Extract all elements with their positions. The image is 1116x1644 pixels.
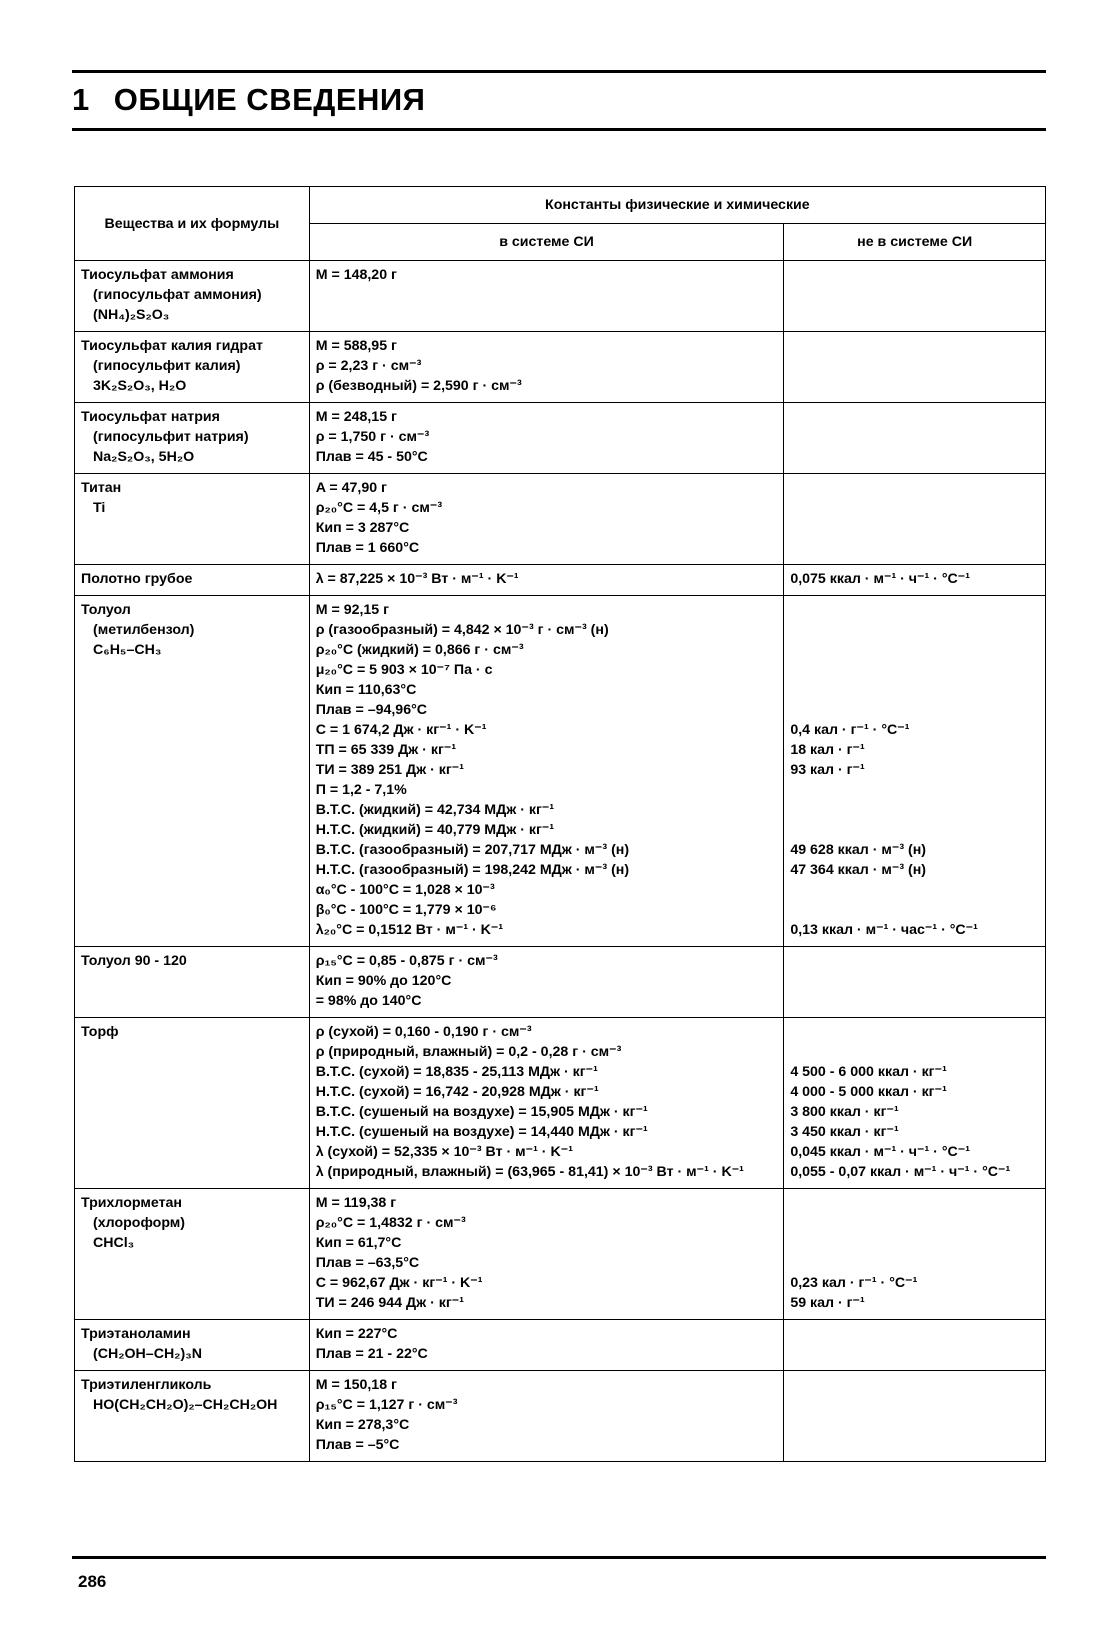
si-value: λ (природный, влажный) = (63,965 - 81,41) × 10⁻³ Вт · м⁻¹ · K⁻¹ <box>315 1164 744 1180</box>
non-si-value: 3 450 ккал · кг⁻¹ <box>790 1124 899 1140</box>
table-row <box>75 474 1046 565</box>
non-si-value: 59 кал · г⁻¹ <box>790 1295 865 1311</box>
substance-detail: (гипосульфат аммония) <box>93 287 262 303</box>
substance-cell <box>75 1320 310 1371</box>
table-row <box>75 403 1046 474</box>
spacer <box>790 680 1039 700</box>
si-value: λ₂₀°C = 0,1512 Вт · м⁻¹ · K⁻¹ <box>315 922 504 938</box>
spacer <box>790 1022 1039 1042</box>
chapter-title: ОБЩИЕ СВЕДЕНИЯ <box>113 82 426 117</box>
si-cell <box>309 596 784 947</box>
si-cell <box>309 474 784 565</box>
spacer <box>790 1253 1039 1273</box>
non-si-cell <box>784 565 1046 596</box>
si-value: A = 47,90 г <box>315 480 387 496</box>
table-row <box>75 261 1046 332</box>
constants-table <box>74 186 1046 1462</box>
si-value: Плав = 1 660°C <box>315 540 420 556</box>
substance-detail: 3K₂S₂O₃, H₂O <box>93 378 187 394</box>
non-si-value: 49 628 ккал · м⁻³ (н) <box>790 842 927 858</box>
spacer <box>790 900 1039 920</box>
si-value: μ₂₀°C = 5 903 × 10⁻⁷ Па · с <box>315 662 493 678</box>
substance-name: Торф <box>81 1024 119 1040</box>
spacer <box>790 820 1039 840</box>
si-value: Кип = 227°C <box>315 1326 398 1342</box>
si-value: Плав = –63,5°C <box>315 1255 420 1271</box>
si-value: Кип = 110,63°C <box>315 682 417 698</box>
si-value: M = 119,38 г <box>315 1195 397 1211</box>
substance-name: Трихлорметан <box>81 1195 182 1211</box>
substance-detail: (гипосульфит калия) <box>93 358 241 374</box>
substance-detail: HO(CH₂CH₂O)₂–CH₂CH₂OH <box>93 1397 278 1413</box>
non-si-value: 18 кал · г⁻¹ <box>790 742 865 758</box>
si-value: ρ₁₅°C = 1,127 г · см⁻³ <box>315 1397 458 1413</box>
si-value: ρ₂₀°C (жидкий) = 0,866 г · см⁻³ <box>315 642 524 658</box>
header-si: в системе СИ <box>309 224 784 261</box>
substance-detail: Na₂S₂O₃, 5H₂O <box>93 449 195 465</box>
si-value: ρ = 2,23 г · см⁻³ <box>315 358 422 374</box>
header-non-si: не в системе СИ <box>784 224 1046 261</box>
non-si-value: 0,23 кал · г⁻¹ · °C⁻¹ <box>790 1275 918 1291</box>
spacer <box>790 1042 1039 1062</box>
si-cell <box>309 261 784 332</box>
substance-cell <box>75 565 310 596</box>
non-si-cell <box>784 1320 1046 1371</box>
spacer <box>790 1213 1039 1233</box>
substance-detail: (хлороформ) <box>93 1215 186 1231</box>
si-cell <box>309 565 784 596</box>
si-value: ρ₂₀°C = 4,5 г · см⁻³ <box>315 500 443 516</box>
non-si-cell <box>784 474 1046 565</box>
substance-name: Толуол <box>81 602 131 618</box>
non-si-value: 0,13 ккал · м⁻¹ · час⁻¹ · °C⁻¹ <box>790 922 978 938</box>
si-value: ρ₁₅°C = 0,85 - 0,875 г · см⁻³ <box>315 953 498 969</box>
non-si-cell <box>784 1189 1046 1320</box>
header-constants: Константы физические и химические <box>309 187 1045 224</box>
si-value: Н.Т.С. (сушеный на воздухе) = 14,440 МДж · кг⁻¹ <box>315 1124 648 1140</box>
non-si-value: 93 кал · г⁻¹ <box>790 762 865 778</box>
substance-detail: C₆H₅–CH₃ <box>93 642 162 658</box>
substance-cell <box>75 261 310 332</box>
table-row <box>75 332 1046 403</box>
si-value: ρ (природный, влажный) = 0,2 - 0,28 г · см⁻³ <box>315 1044 622 1060</box>
si-value: П = 1,2 - 7,1% <box>315 782 407 798</box>
substance-cell <box>75 403 310 474</box>
substance-cell <box>75 1189 310 1320</box>
si-value: Плав = –5°C <box>315 1437 400 1453</box>
chapter-number: 1 <box>72 82 90 117</box>
substance-name: Тиосульфат калия гидрат <box>81 338 263 354</box>
si-value: M = 150,18 г <box>315 1377 397 1393</box>
si-cell <box>309 403 784 474</box>
si-value: ρ₂₀°C = 1,4832 г · см⁻³ <box>315 1215 466 1231</box>
non-si-cell <box>784 947 1046 1018</box>
si-value: Н.Т.С. (газообразный) = 198,242 МДж · м⁻³ (н) <box>315 862 630 878</box>
table-body <box>75 261 1046 1462</box>
si-cell <box>309 1320 784 1371</box>
si-value: В.Т.С. (сушеный на воздухе) = 15,905 МДж · кг⁻¹ <box>315 1104 648 1120</box>
non-si-cell <box>784 403 1046 474</box>
non-si-cell <box>784 261 1046 332</box>
non-si-cell <box>784 332 1046 403</box>
spacer <box>790 700 1039 720</box>
page-title <box>72 82 425 118</box>
si-value: Плав = 21 - 22°C <box>315 1346 428 1362</box>
non-si-value: 0,075 ккал · м⁻¹ · ч⁻¹ · °C⁻¹ <box>790 571 970 587</box>
spacer <box>790 1233 1039 1253</box>
si-value: Н.Т.С. (жидкий) = 40,779 МДж · кг⁻¹ <box>315 822 555 838</box>
si-value: C = 962,67 Дж · кг⁻¹ · K⁻¹ <box>315 1275 483 1291</box>
table-row <box>75 1371 1046 1462</box>
page-number: 286 <box>78 1572 107 1591</box>
si-value: M = 92,15 г <box>315 602 390 618</box>
non-si-cell <box>784 1371 1046 1462</box>
spacer <box>790 800 1039 820</box>
si-value: ρ (сухой) = 0,160 - 0,190 г · см⁻³ <box>315 1024 532 1040</box>
table-row <box>75 947 1046 1018</box>
table-row <box>75 1018 1046 1189</box>
header-bottom-rule <box>72 128 1046 131</box>
spacer <box>790 640 1039 660</box>
substance-name: Тиосульфат аммония <box>81 267 234 283</box>
si-cell <box>309 947 784 1018</box>
substance-name: Титан <box>81 480 122 496</box>
spacer <box>790 1193 1039 1213</box>
si-value: ТИ = 389 251 Дж · кг⁻¹ <box>315 762 464 778</box>
non-si-value: 4 000 - 5 000 ккал · кг⁻¹ <box>790 1084 947 1100</box>
non-si-value: 0,4 кал · г⁻¹ · °C⁻¹ <box>790 722 910 738</box>
substance-name: Толуол 90 - 120 <box>81 953 187 969</box>
si-value: Кип = 278,3°C <box>315 1417 410 1433</box>
header-top-rule <box>72 70 1046 73</box>
substance-cell <box>75 1018 310 1189</box>
si-value: M = 248,15 г <box>315 409 397 425</box>
substance-detail: (CH₂OH–CH₂)₃N <box>93 1346 203 1362</box>
spacer <box>790 880 1039 900</box>
si-value: λ = 87,225 × 10⁻³ Вт · м⁻¹ · K⁻¹ <box>315 571 519 587</box>
si-value: ρ (безводный) = 2,590 г · см⁻³ <box>315 378 522 394</box>
spacer <box>790 780 1039 800</box>
substance-detail: (NH₄)₂S₂O₃ <box>93 307 170 323</box>
si-value: В.Т.С. (газообразный) = 207,717 МДж · м⁻³ (н) <box>315 842 630 858</box>
spacer <box>790 660 1039 680</box>
substance-detail: CHCl₃ <box>93 1235 135 1251</box>
substance-detail: Ti <box>93 500 106 516</box>
non-si-value: 0,045 ккал · м⁻¹ · ч⁻¹ · °C⁻¹ <box>790 1144 970 1160</box>
non-si-value: 3 800 ккал · кг⁻¹ <box>790 1104 899 1120</box>
si-value: C = 1 674,2 Дж · кг⁻¹ · K⁻¹ <box>315 722 487 738</box>
non-si-value: 4 500 - 6 000 ккал · кг⁻¹ <box>790 1064 947 1080</box>
substance-name: Тиосульфат натрия <box>81 409 220 425</box>
substance-detail: (гипосульфит натрия) <box>93 429 249 445</box>
substance-cell <box>75 596 310 947</box>
spacer <box>790 600 1039 620</box>
substance-cell <box>75 947 310 1018</box>
si-cell <box>309 1018 784 1189</box>
substance-name: Триэтиленгликоль <box>81 1377 212 1393</box>
substance-name: Триэтаноламин <box>81 1326 191 1342</box>
si-value: λ (сухой) = 52,335 × 10⁻³ Вт · м⁻¹ · K⁻¹ <box>315 1144 573 1160</box>
substance-cell <box>75 474 310 565</box>
substance-detail: (метилбензол) <box>93 622 195 638</box>
table-row <box>75 1320 1046 1371</box>
si-value: В.Т.С. (сухой) = 18,835 - 25,113 МДж · кг⁻¹ <box>315 1064 598 1080</box>
header-substances: Вещества и их формулы <box>75 187 310 261</box>
si-value: Кип = 3 287°C <box>315 520 410 536</box>
si-value: ТП = 65 339 Дж · кг⁻¹ <box>315 742 457 758</box>
si-value: Плав = –94,96°C <box>315 702 428 718</box>
si-cell <box>309 1371 784 1462</box>
si-cell <box>309 1189 784 1320</box>
si-value: M = 148,20 г <box>315 267 397 283</box>
non-si-cell <box>784 1018 1046 1189</box>
si-cell <box>309 332 784 403</box>
spacer <box>790 620 1039 640</box>
table-row <box>75 596 1046 947</box>
table-row <box>75 1189 1046 1320</box>
si-value: Плав = 45 - 50°C <box>315 449 428 465</box>
si-value: ρ (газообразный) = 4,842 × 10⁻³ г · см⁻³ (н) <box>315 622 609 638</box>
substance-cell <box>75 1371 310 1462</box>
si-value: α₀°C - 100°C = 1,028 × 10⁻³ <box>315 882 495 898</box>
si-value: Кип = 90% до 120°C <box>315 973 452 989</box>
non-si-cell <box>784 596 1046 947</box>
si-value: = 98% до 140°C <box>315 993 422 1009</box>
substance-name: Полотно грубое <box>81 571 193 587</box>
si-value: В.Т.С. (жидкий) = 42,734 МДж · кг⁻¹ <box>315 802 555 818</box>
si-value: Н.Т.С. (сухой) = 16,742 - 20,928 МДж · кг⁻¹ <box>315 1084 599 1100</box>
si-value: β₀°C - 100°C = 1,779 × 10⁻⁶ <box>315 902 497 918</box>
si-value: M = 588,95 г <box>315 338 397 354</box>
non-si-value: 0,055 - 0,07 ккал · м⁻¹ · ч⁻¹ · °C⁻¹ <box>790 1164 1011 1180</box>
si-value: Кип = 61,7°C <box>315 1235 402 1251</box>
table-row <box>75 565 1046 596</box>
si-value: ТИ = 246 944 Дж · кг⁻¹ <box>315 1295 464 1311</box>
si-value: ρ = 1,750 г · см⁻³ <box>315 429 430 445</box>
footer-rule <box>72 1556 1046 1559</box>
substance-cell <box>75 332 310 403</box>
non-si-value: 47 364 ккал · м⁻³ (н) <box>790 862 927 878</box>
